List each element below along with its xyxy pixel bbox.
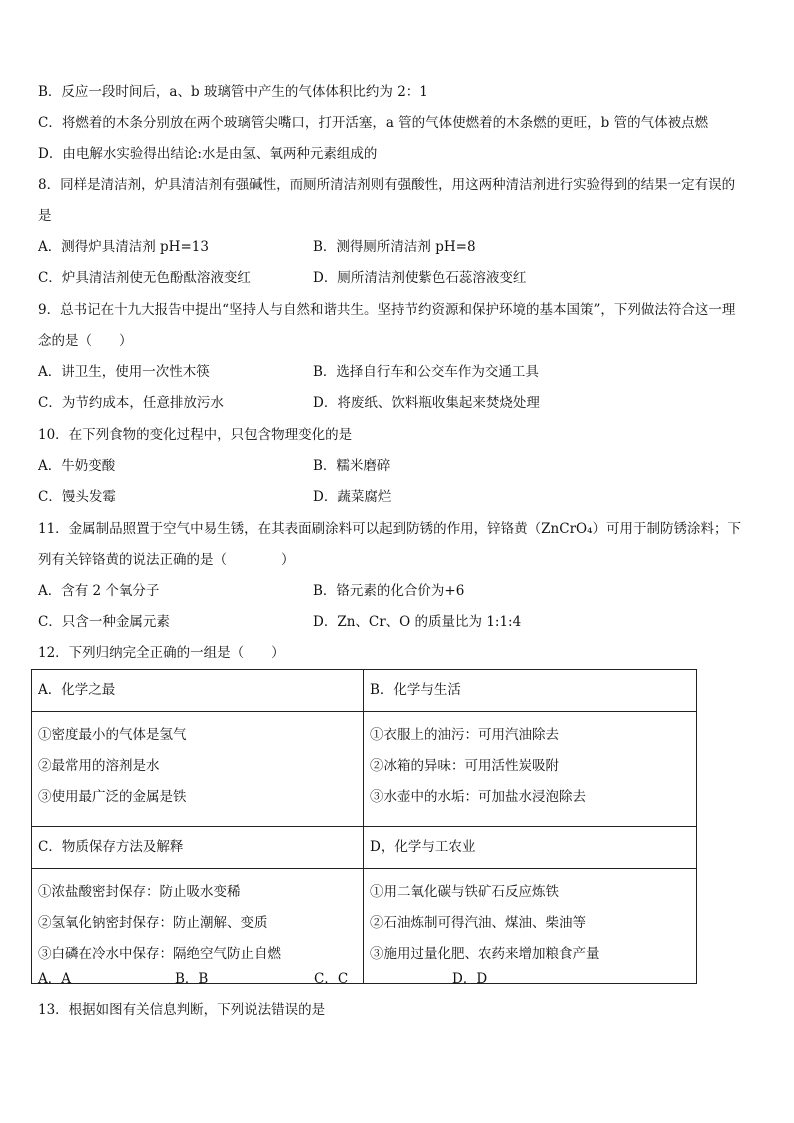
q9-option-a: A．讲卫生，使用一次性木筷 [38, 364, 210, 380]
q7-option-c: C．将燃着的木条分别放在两个玻璃管尖嘴口，打开活塞，a 管的气体使燃着的木条燃的更旺，b 管的气体被点燃 [38, 115, 709, 131]
q12-a-item: ②最常用的溶剂是水 [38, 758, 160, 774]
q12-cell-c-head: C．物质保存方法及解释 [32, 827, 364, 869]
q10-option-d: D．蔬菜腐烂 [313, 489, 392, 505]
q8-stem-line1: 8．同样是清洁剂，炉具清洁剂有强碱性，而厕所清洁剂则有强酸性，用这两种清洁剂进行实验得到的结果一定有误的 [38, 177, 736, 193]
q11-option-d: D．Zn、Cr、O 的质量比为 1:1:4 [313, 614, 522, 630]
q11-stem-line2: 列有关锌铬黄的说法正确的是（ ） [38, 552, 295, 568]
q8-option-d: D．厕所清洁剂使紫色石蕊溶液变红 [313, 270, 527, 286]
q12-b-item: ①衣服上的油污：可用汽油除去 [370, 727, 559, 743]
q12-a-item: ①密度最小的气体是氢气 [38, 727, 187, 743]
q12-stem: 12．下列归纳完全正确的一组是（ ） [38, 645, 285, 661]
q9-option-d: D．将废纸、饮料瓶收集起来焚烧处理 [313, 395, 540, 411]
q8-option-c: C．炉具清洁剂使无色酚酞溶液变红 [38, 270, 251, 286]
q12-c-item: ③白磷在冷水中保存：隔绝空气防止自燃 [38, 946, 281, 962]
q12-d-item: ②石油炼制可得汽油、煤油、柴油等 [370, 915, 586, 931]
q8-option-b: B．测得厕所清洁剂 pH=8 [313, 239, 476, 255]
q12-d-item: ③施用过量化肥、农药来增加粮食产量 [370, 946, 600, 962]
q9-option-c: C．为节约成本，任意排放污水 [38, 395, 224, 411]
q8-stem-line2: 是 [38, 208, 52, 224]
q12-cell-a-body [32, 712, 364, 827]
q12-cell-d-body [364, 869, 697, 984]
q12-c-item: ①浓盐酸密封保存：防止吸水变稀 [38, 884, 241, 900]
q10-option-a: A．牛奶变酸 [38, 458, 116, 474]
q10-option-b: B．糯米磨碎 [313, 458, 391, 474]
q7-option-d: D．由电解水实验得出结论:水是由氢、氧两种元素组成的 [38, 146, 378, 162]
q12-cell-a-head: A．化学之最 [32, 670, 364, 712]
q12-option-d: D．D [452, 971, 488, 987]
q11-option-b: B．铬元素的化合价为+6 [313, 583, 465, 599]
q12-cell-c-body [32, 869, 364, 984]
q12-cell-d-head: D，化学与工农业 [364, 827, 697, 869]
q12-option-c: C．C [314, 971, 349, 987]
q10-option-c: C．馒头发霉 [38, 489, 116, 505]
q8-option-a: A．测得炉具清洁剂 pH=13 [38, 239, 209, 255]
q12-a-item: ③使用最广泛的金属是铁 [38, 789, 187, 805]
q12-c-item: ②氢氧化钠密封保存：防止潮解、变质 [38, 915, 268, 931]
q12-b-item: ②冰箱的异味：可用活性炭吸附 [370, 758, 559, 774]
q10-stem: 10．在下列食物的变化过程中，只包含物理变化的是 [38, 427, 353, 443]
q12-option-a: A．A [38, 971, 71, 987]
q9-stem-line1: 9．总书记在十九大报告中提出“坚持人与自然和谐共生。坚持节约资源和保护环境的基本国策”，下列做法符合这一理 [38, 302, 736, 318]
q12-cell-b-head: B．化学与生活 [364, 670, 697, 712]
q12-d-item: ①用二氧化碳与铁矿石反应炼铁 [370, 884, 559, 900]
q12-table [31, 669, 697, 984]
q12-b-item: ③水壶中的水垢：可加盐水浸泡除去 [370, 789, 586, 805]
q9-stem-line2: 念的是（ ） [38, 333, 133, 349]
q11-stem-line1: 11．金属制品照置于空气中易生锈，在其表面刷涂料可以起到防锈的作用，锌铬黄（ZnCrO₄）可用于制防锈涂料；下 [38, 521, 742, 537]
q13-stem: 13．根据如图有关信息判断，下列说法错误的是 [38, 1002, 326, 1018]
q9-option-b: B．选择自行车和公交车作为交通工具 [313, 364, 539, 380]
q11-option-c: C．只含一种金属元素 [38, 614, 170, 630]
q11-option-a: A．含有 2 个氧分子 [38, 583, 160, 599]
q7-option-b: B．反应一段时间后，a、b 玻璃管中产生的气体体积比约为 2：1 [38, 84, 428, 100]
q12-cell-b-body [364, 712, 697, 827]
q12-option-b: B．B [175, 971, 209, 987]
